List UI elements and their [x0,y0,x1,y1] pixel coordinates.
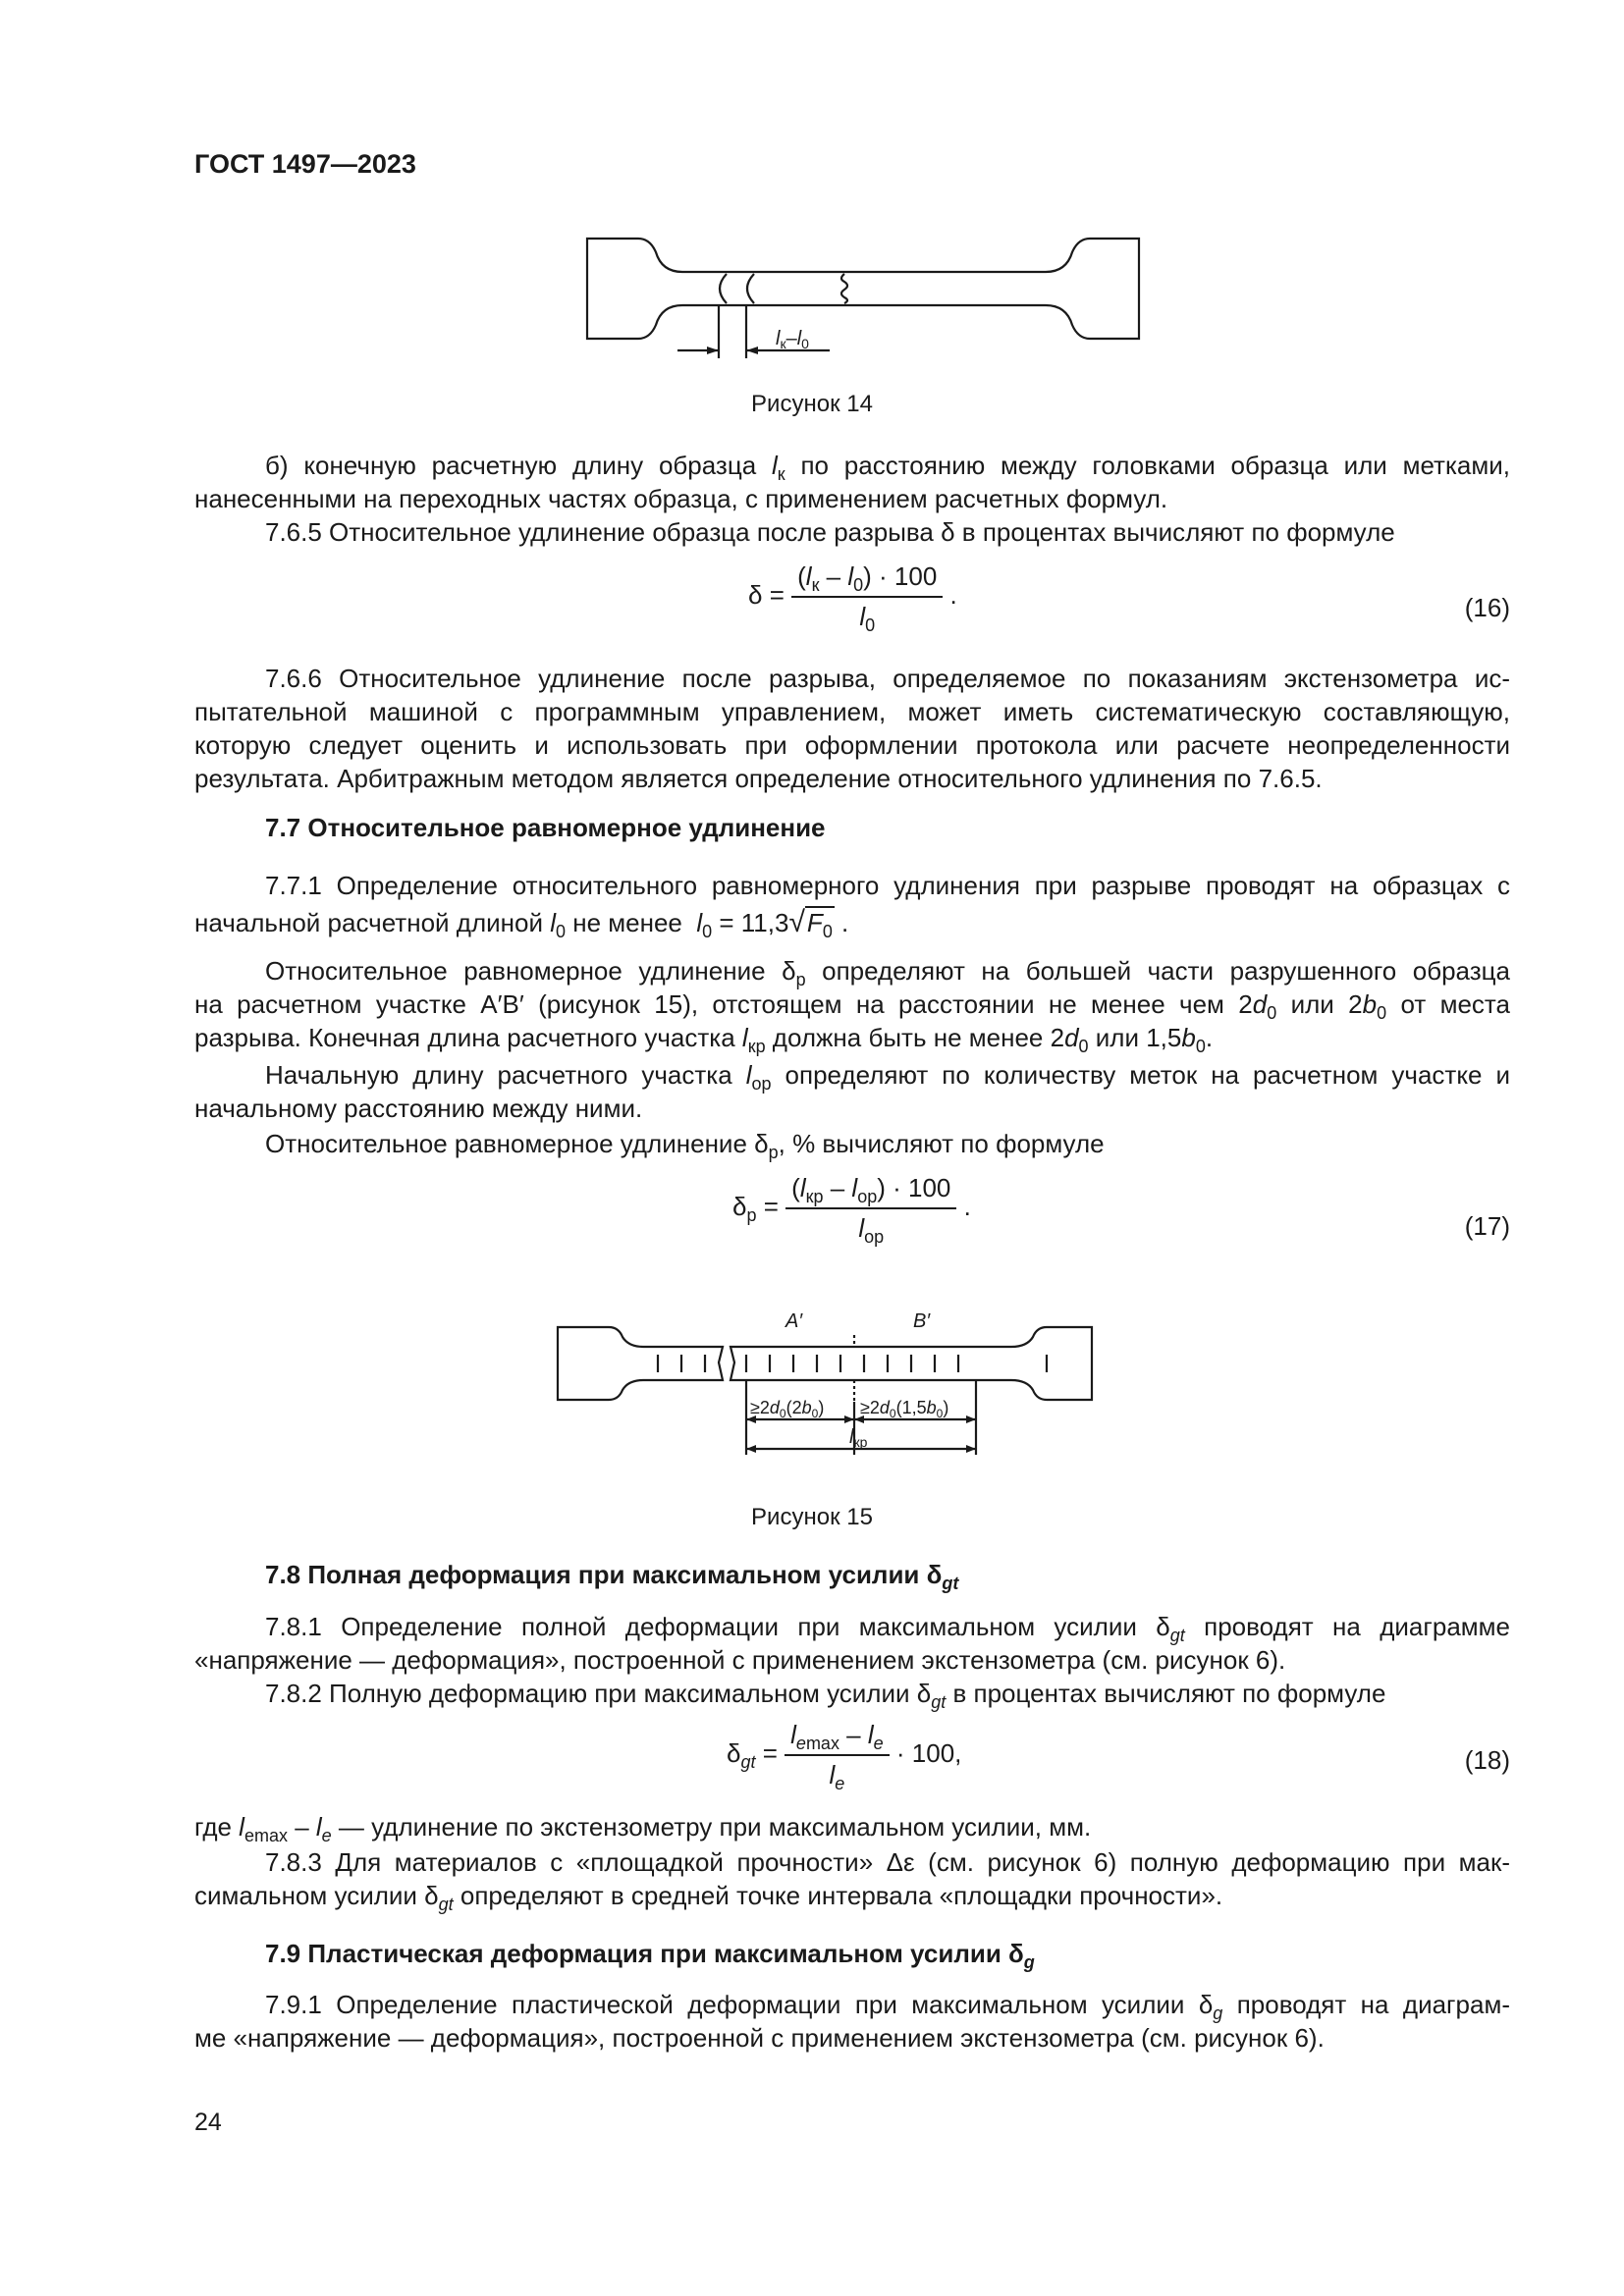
equation-18: $\delta_{gt}$ = $\frac{l_{emax} - l_e}{l_e}$ · 100, [727,1720,962,1793]
figure-15-label-b: B′ [913,1310,931,1332]
paragraph-7-7-1: 7.7.1 Определение относительного равномерного удлинения при разрыве проводят на образцах с начальной расчетной длиной $l_0$ не менее $l_0 = 11,3√F_0$ . [194,871,1510,941]
document-header: ГОСТ 1497—2023 [194,149,416,179]
page-number: 24 [194,2109,222,2136]
specimen-left-piece [558,1327,723,1400]
specimen-outline [587,239,1139,339]
paragraph-7-7-4: Относительное равномерное удлинение $\delta_р$, % вычисляют по формуле [265,1129,1105,1162]
paragraph-7-6-5: 7.6.5 Относительное удлинение образца после разрыва δ в процентах вычисляют по формуле [265,517,1395,547]
equation-16: δ = $\frac{(l_к - l_0) \cdot 100}{l_0}$ . [748,561,957,635]
paragraph-7-6-6: 7.6.6 Относительное удлинение после разрыва, определяемое по показаниям экстензометра ис- пытательной машиной с программным управлением, может иметь систематическую составляющую, которую следует оценить и использовать при оформлении протокола или расчете неопределенности результата. Арбитражным методом является определение относительного удлинения по 7.6.5. [194,664,1510,793]
fracture-mark-left [720,274,727,303]
heading-7-7: 7.7 Относительное равномерное удлинение [265,813,826,842]
figure-15-dim-left: $\ge 2d_0(2b_0)$ [750,1398,825,1420]
figure-14-drawing [579,231,1149,368]
figure-15-label-a: A′ [785,1310,803,1332]
paragraph-where-18: где $l_{emax} - l_e$ — удлинение по экстензометру при максимальном усилии, мм. [194,1812,1092,1845]
equation-17-number: (17) [1464,1211,1510,1241]
equation-17: $\delta_р$ = $\frac{(l_{кр} - l_{ор}) \cdot 100}{l_{ор}}$ . [732,1173,971,1247]
paragraph-b: б) конечную расчетную длину образца $l_к$ по расстоянию между головками образца или метками, нанесенными на переходных частях образца, с применением расчетных формул. [194,451,1510,513]
figure-15-drawing [550,1306,1100,1472]
paragraph-7-8-2: 7.8.2 Полную деформацию при максимальном усилии $\delta_{gt}$ в процентах вычисляют по формуле [265,1679,1386,1712]
figure-15-dim-right: $\ge 2d_0(1,5b_0)$ [860,1398,949,1420]
paragraph-7-7-3: Начальную длину расчетного участка $l_{ор}$ определяют по количеству меток на расчетном участке и начальному расстоянию между ними. [194,1060,1510,1123]
equation-18-number: (18) [1464,1745,1510,1775]
paragraph-7-8-3: 7.8.3 Для материалов с «площадкой прочности» Δε (см. рисунок 6) полную деформацию при мак- симальном усилии $\delta_{gt}$ определяют в средней точке интервала «площадки прочности». [194,1847,1510,1914]
figure-15-caption: Рисунок 15 [751,1504,873,1530]
heading-7-9: 7.9 Пластическая деформация при максимальном усилии $\delta_g$ [265,1939,1035,1972]
figure-14-dimension-label: $l_к-l_0$ [776,328,809,351]
equation-16-number: (16) [1464,593,1510,622]
fracture-mark-right [747,274,754,303]
fracture-break-line [841,274,847,303]
figure-15-dim-bottom: $l_{кр}$ [849,1426,868,1450]
paragraph-7-9-1: 7.9.1 Определение пластической деформации при максимальном усилии $\delta_g$ проводят на диаграм- ме «напряжение — деформация», построенной с применением экстензометра (см. рисунок 6). [194,1990,1510,2053]
paragraph-7-7-2: Относительное равномерное удлинение $\delta_р$ определяют на большей части разрушенного образца на расчетном участке A′B′ (рисунок 15), отстоящем на расстоянии не менее чем $2d_0$ или $2b_0$ от места разрыва. Конечная длина расчетного участка $l_{кр}$ должна быть не менее $2d_0$ или $1,5b_0$. [194,956,1511,1056]
heading-7-8: 7.8 Полная деформация при максимальном усилии $\delta_{gt}$ [265,1560,959,1593]
figure-14-caption: Рисунок 14 [751,391,873,417]
paragraph-7-8-1: 7.8.1 Определение полной деформации при максимальном усилии $\delta_{gt}$ проводят на диаграмме «напряжение — деформация», построенной с применением экстензометра (см. рисунок 6). [194,1612,1510,1675]
